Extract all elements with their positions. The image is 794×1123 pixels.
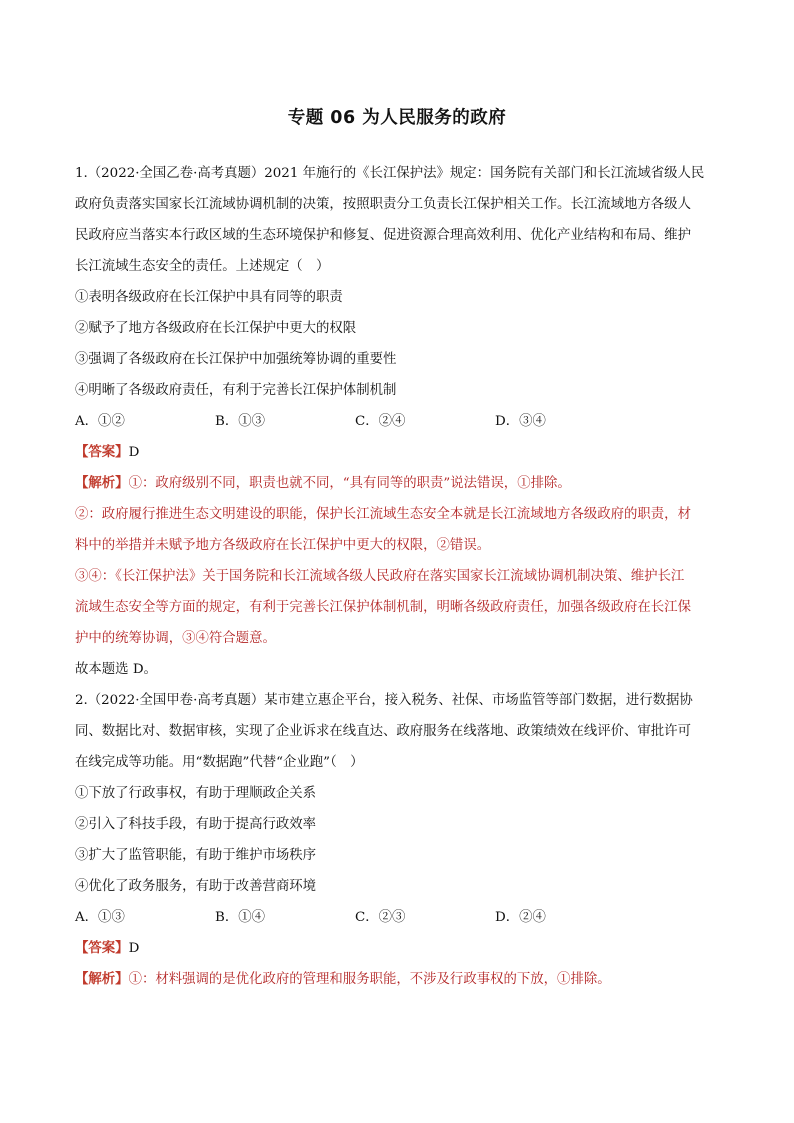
answer-options <box>75 406 725 437</box>
option-a: A．①② <box>75 414 125 429</box>
answer-value: D <box>128 445 140 460</box>
answer-tag: 【答案】 <box>75 445 129 460</box>
conclusion-line: 故本题选 D。 <box>75 662 157 677</box>
option-d: D．③④ <box>495 414 546 429</box>
analysis-line: 料中的举措并未赋予地方各级政府在长江保护中更大的权限，②错误。 <box>75 538 491 553</box>
question-stem-line: 长江流域生态安全的责任。上述规定（ ） <box>75 259 330 274</box>
document-body <box>75 158 725 995</box>
page-title: 专题 06 为人民服务的政府 <box>287 108 507 128</box>
answer-line <box>75 437 725 468</box>
statement-item: ④优化了政务服务，有助于改善营商环境 <box>75 879 317 894</box>
answer-value: D <box>128 941 140 956</box>
question-stem-line: 政府负责落实国家长江流域协调机制的决策，按照职责分工负责长江保护相关工作。长江流域地方各级人 <box>75 197 691 212</box>
statement-item: ③强调了各级政府在长江保护中加强统筹协调的重要性 <box>75 352 397 367</box>
statement-item: ①表明各级政府在长江保护中具有同等的职责 <box>75 290 343 305</box>
option-b: B．①③ <box>215 414 266 429</box>
answer-line <box>75 933 725 964</box>
analysis-line: ③④：《长江保护法》关于国务院和长江流域各级人民政府在落实国家长江流域协调机制决策、维护长江 <box>75 569 685 584</box>
analysis-line <box>75 468 725 499</box>
analysis-tag: 【解析】 <box>75 476 129 491</box>
statement-item: ②赋予了地方各级政府在长江保护中更大的权限 <box>75 321 357 336</box>
statement-item: ③扩大了监管职能，有助于维护市场秩序 <box>75 848 317 863</box>
statement-item: ②引入了科技手段，有助于提高行政效率 <box>75 817 317 832</box>
option-a: A．①③ <box>75 910 125 925</box>
question-stem-line: 1.（2022·全国乙卷·高考真题）2021 年施行的《长江保护法》规定：国务院有关部门和长江流域省级人民 <box>75 166 705 181</box>
analysis-tag: 【解析】 <box>75 972 129 987</box>
analysis-line: 流域生态安全等方面的规定，有利于完善长江保护体制机制，明晰各级政府责任，加强各级政府在长江保 <box>75 600 691 615</box>
analysis-text: ①：材料强调的是优化政府的管理和服务职能，不涉及行政事权的下放，①排除。 <box>128 972 611 987</box>
option-d: D．②④ <box>495 910 546 925</box>
option-c: C．②③ <box>355 910 406 925</box>
question-stem-line: 民政府应当落实本行政区域的生态环境保护和修复、促进资源合理高效利用、优化产业结构和布局、维护 <box>75 228 691 243</box>
analysis-line: ②：政府履行推进生态文明建设的职能，保护长江流域生态安全本就是长江流域地方各级政府的职责，材 <box>75 507 691 522</box>
question-stem-line: 同、数据比对、数据审核，实现了企业诉求在线直达、政府服务在线落地、政策绩效在线评价、审批许可 <box>75 724 691 739</box>
analysis-text: ①：政府级别不同，职责也就不同，“具有同等的职责”说法错误，①排除。 <box>128 476 571 491</box>
question-stem-line: 在线完成等功能。用“数据跑”代替“企业跑”（ ） <box>75 755 364 770</box>
option-c: C．②④ <box>355 414 406 429</box>
question-1 <box>75 158 725 685</box>
statement-item: ④明晰了各级政府责任，有利于完善长江保护体制机制 <box>75 383 397 398</box>
statement-item: ①下放了行政事权，有助于理顺政企关系 <box>75 786 317 801</box>
analysis-line: 护中的统筹协调，③④符合题意。 <box>75 631 276 646</box>
analysis-line <box>75 964 725 995</box>
question-stem-line: 2.（2022·全国甲卷·高考真题）某市建立惠企平台，接入税务、社保、市场监管等部门数据，进行数据协 <box>75 693 693 708</box>
answer-options <box>75 902 725 933</box>
answer-tag: 【答案】 <box>75 941 129 956</box>
option-b: B．①④ <box>215 910 266 925</box>
question-2 <box>75 685 725 995</box>
